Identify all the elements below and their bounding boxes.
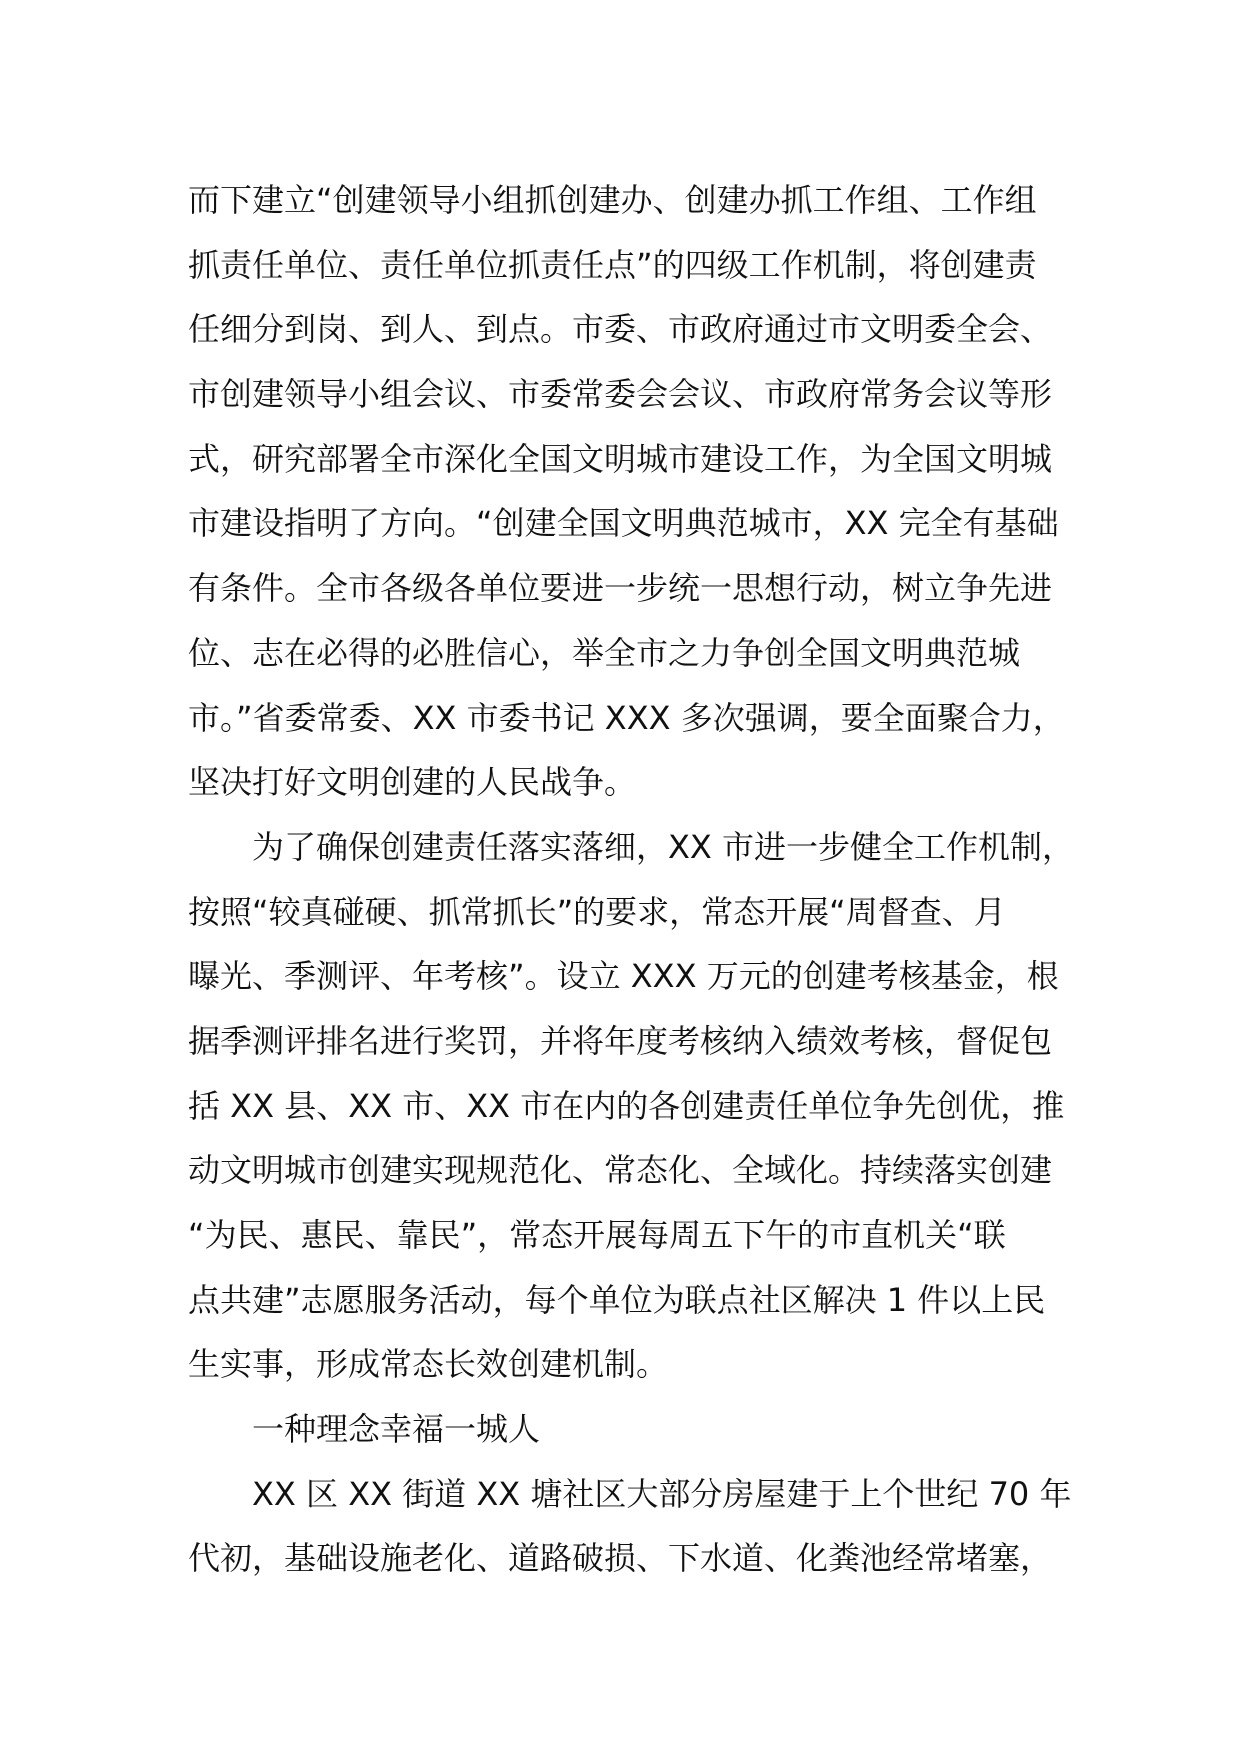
text-line: 坚决打好文明创建的人民战争。 (188, 763, 637, 802)
text-line: 曝光、季测评、年考核”。设立 XXX 万元的创建考核基金，根 (188, 957, 1059, 996)
text-line: 而下建立“创建领导小组抓创建办、创建办抓工作组、工作组 (188, 181, 1037, 219)
text-line: 代初，基础设施老化、道路破损、下水道、化粪池经常堵塞， (188, 1539, 1053, 1578)
text-line: “为民、惠民、靠民”，常态开展每周五下午的市直机关“联 (188, 1216, 1006, 1254)
text-line: 点共建”志愿服务活动，每个单位为联点社区解决 1 件以上民 (188, 1280, 1046, 1319)
text-line: 按照“较真碰硬、抓常抓长”的要求，常态开展“周督查、月 (188, 892, 1006, 931)
document-body (188, 168, 1075, 1591)
text-line: 市建设指明了方向。“创建全国文明典范城市，XX 完全有基础 (188, 504, 1059, 543)
text-line: 动文明城市创建实现规范化、常态化、全域化。持续落实创建 (188, 1151, 1053, 1190)
text-line: 括 XX 县、XX 市、XX 市在内的各创建责任单位争先创优，推 (188, 1086, 1065, 1125)
section-heading: 一种理念幸福一城人 (252, 1410, 541, 1449)
text-line: 式，研究部署全市深化全国文明城市建设工作，为全国文明城 (188, 439, 1053, 478)
text-line: 有条件。全市各级各单位要进一步统一思想行动，树立争先进 (188, 569, 1053, 608)
text-line: 生实事，形成常态长效创建机制。 (188, 1345, 669, 1384)
paragraph-first-line: 为了确保创建责任落实落细，XX 市进一步健全工作机制， (252, 827, 1075, 866)
text-line: 任细分到岗、到人、到点。市委、市政府通过市文明委全会、 (188, 310, 1053, 349)
text-line: 位、志在必得的必胜信心，举全市之力争创全国文明典范城 (188, 633, 1021, 672)
text-line: 市创建领导小组会议、市委常委会会议、市政府常务会议等形 (188, 375, 1053, 414)
text-line: 抓责任单位、责任单位抓责任点”的四级工作机制，将创建责 (188, 245, 1037, 284)
text-line: 市。”省委常委、XX 市委书记 XXX 多次强调，要全面聚合力， (188, 698, 1065, 737)
paragraph-first-line: XX 区 XX 街道 XX 塘社区大部分房屋建于上个世纪 70 年 (252, 1474, 1072, 1513)
text-line: 据季测评排名进行奖罚，并将年度考核纳入绩效考核，督促包 (188, 1021, 1053, 1060)
